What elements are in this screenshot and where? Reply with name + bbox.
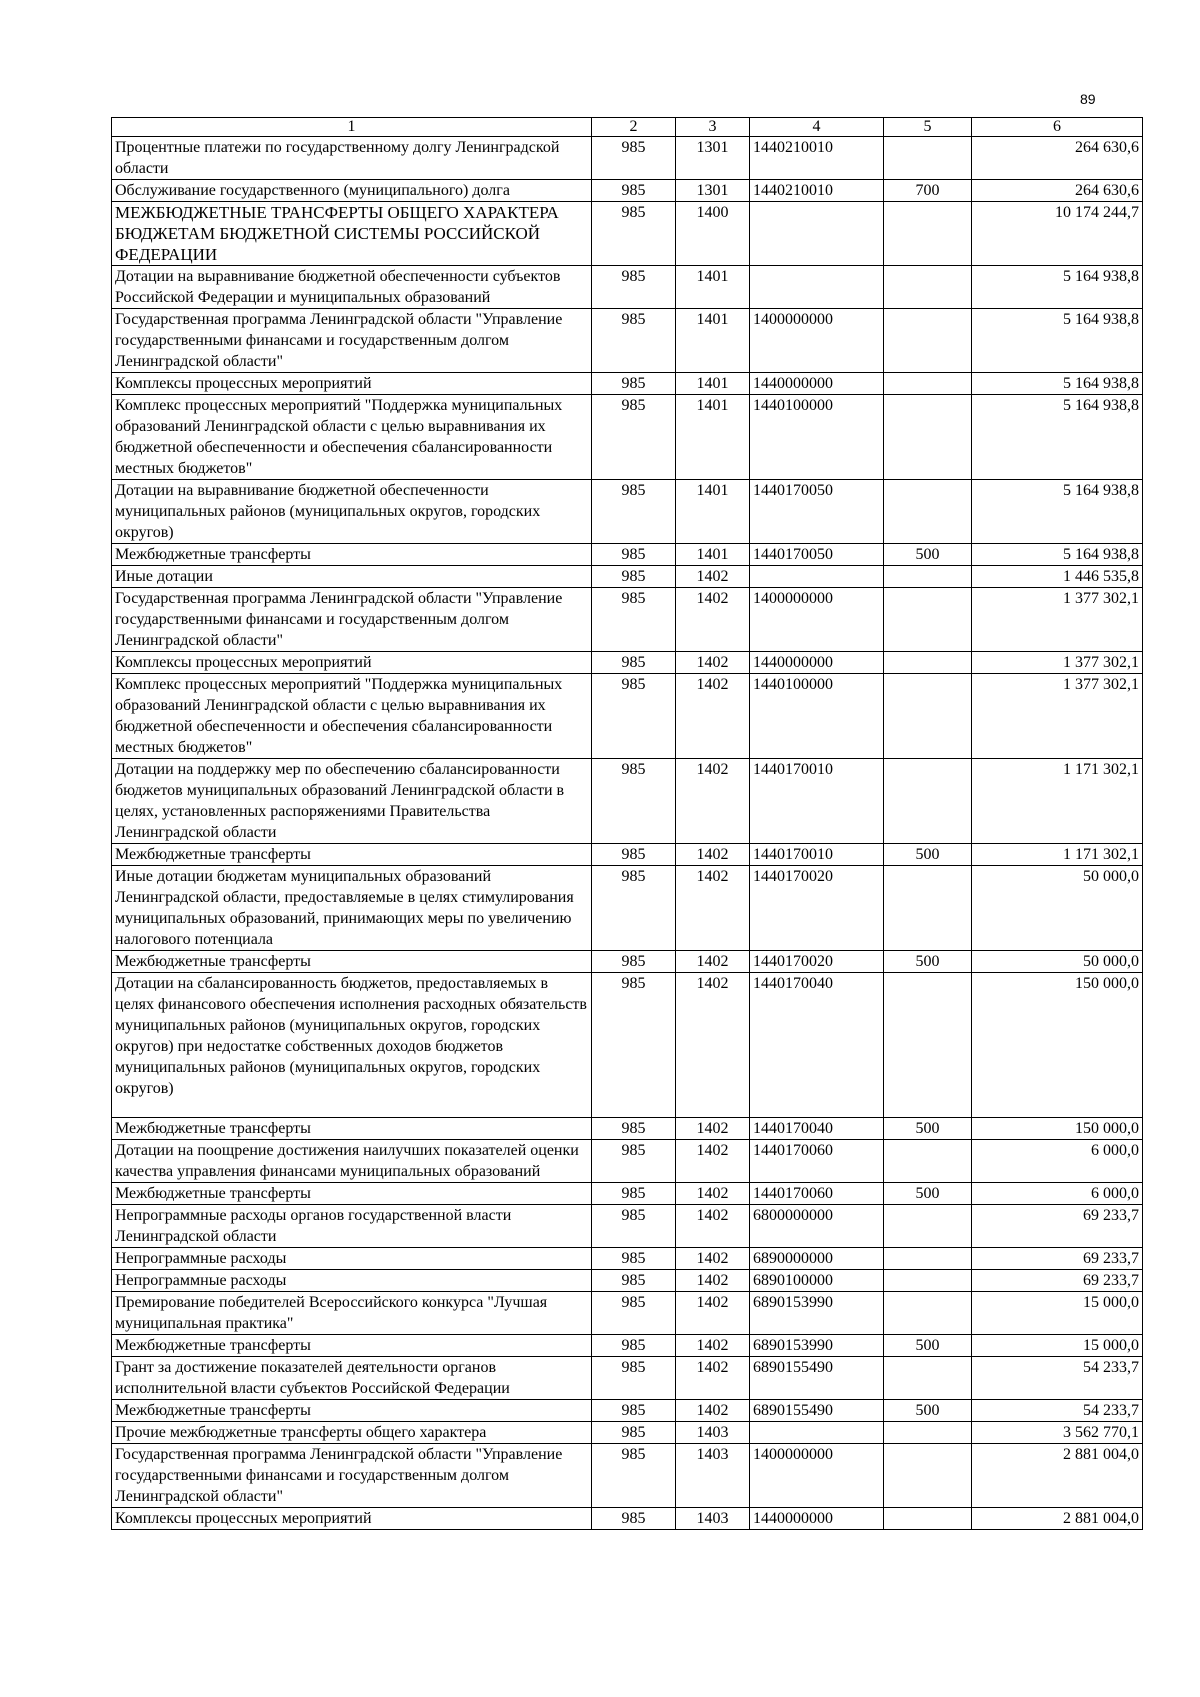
- cell-target-code: 1440210010: [750, 180, 884, 202]
- table-row: [112, 1118, 1143, 1140]
- cell-section-code: 1401: [676, 544, 750, 566]
- cell-admin-code: 985: [592, 309, 676, 373]
- cell-expense-type: [884, 973, 972, 1118]
- cell-admin-code: 985: [592, 395, 676, 480]
- cell-admin-code: 985: [592, 566, 676, 588]
- cell-admin-code: 985: [592, 1444, 676, 1508]
- cell-section-code: 1403: [676, 1508, 750, 1530]
- cell-name: Непрограммные расходы: [112, 1248, 592, 1270]
- cell-name: Дотации на сбалансированность бюджетов, предоставляемых в целях финансового обеспечения исполнения расходных обязательств муниципальных районов (муниципальных округов, городских округов) при недостатке собственных доходов бюджетов муниципальных районов (муниципальных округов, городских округов): [112, 973, 592, 1118]
- cell-name: Обслуживание государственного (муниципального) долга: [112, 180, 592, 202]
- cell-admin-code: 985: [592, 759, 676, 844]
- cell-target-code: 1440210010: [750, 137, 884, 180]
- cell-expense-type: [884, 202, 972, 266]
- table-row: [112, 373, 1143, 395]
- cell-amount: 5 164 938,8: [972, 266, 1143, 309]
- cell-section-code: 1402: [676, 588, 750, 652]
- cell-section-code: 1402: [676, 674, 750, 759]
- cell-amount: 10 174 244,7: [972, 202, 1143, 266]
- cell-expense-type: 500: [884, 1335, 972, 1357]
- cell-name: Государственная программа Ленинградской области "Управление государственными финансами и государственным долгом Ленинградской области": [112, 1444, 592, 1508]
- cell-expense-type: [884, 1444, 972, 1508]
- cell-expense-type: [884, 1357, 972, 1400]
- cell-admin-code: 985: [592, 266, 676, 309]
- cell-section-code: 1402: [676, 844, 750, 866]
- cell-amount: 54 233,7: [972, 1357, 1143, 1400]
- cell-target-code: [750, 202, 884, 266]
- cell-expense-type: [884, 674, 972, 759]
- cell-expense-type: [884, 480, 972, 544]
- cell-target-code: 1440000000: [750, 373, 884, 395]
- cell-section-code: 1402: [676, 1183, 750, 1205]
- cell-expense-type: 500: [884, 951, 972, 973]
- cell-amount: 1 171 302,1: [972, 759, 1143, 844]
- table-row: [112, 137, 1143, 180]
- cell-expense-type: [884, 588, 972, 652]
- cell-amount: 6 000,0: [972, 1140, 1143, 1183]
- cell-amount: 15 000,0: [972, 1292, 1143, 1335]
- cell-expense-type: [884, 309, 972, 373]
- cell-section-code: 1402: [676, 1335, 750, 1357]
- cell-admin-code: 985: [592, 1118, 676, 1140]
- table-row: [112, 1292, 1143, 1335]
- cell-expense-type: [884, 1140, 972, 1183]
- table-row: [112, 1400, 1143, 1422]
- cell-section-code: 1402: [676, 759, 750, 844]
- cell-section-code: 1402: [676, 1357, 750, 1400]
- cell-target-code: 1400000000: [750, 588, 884, 652]
- cell-amount: 264 630,6: [972, 137, 1143, 180]
- cell-name: Дотации на поощрение достижения наилучших показателей оценки качества управления финансами муниципальных образований: [112, 1140, 592, 1183]
- cell-section-code: 1401: [676, 373, 750, 395]
- cell-admin-code: 985: [592, 180, 676, 202]
- cell-amount: 5 164 938,8: [972, 544, 1143, 566]
- cell-amount: 15 000,0: [972, 1335, 1143, 1357]
- table-row: [112, 1357, 1143, 1400]
- cell-admin-code: 985: [592, 544, 676, 566]
- cell-amount: 50 000,0: [972, 951, 1143, 973]
- cell-admin-code: 985: [592, 588, 676, 652]
- cell-amount: 5 164 938,8: [972, 480, 1143, 544]
- cell-section-code: 1402: [676, 1248, 750, 1270]
- cell-name: Иные дотации: [112, 566, 592, 588]
- cell-admin-code: 985: [592, 137, 676, 180]
- cell-name: Комплексы процессных мероприятий: [112, 373, 592, 395]
- cell-amount: 50 000,0: [972, 866, 1143, 951]
- cell-amount: 69 233,7: [972, 1248, 1143, 1270]
- cell-amount: 1 171 302,1: [972, 844, 1143, 866]
- table-row: [112, 652, 1143, 674]
- cell-name: Премирование победителей Всероссийского конкурса "Лучшая муниципальная практика": [112, 1292, 592, 1335]
- cell-section-code: 1402: [676, 951, 750, 973]
- budget-table: [111, 117, 1143, 1530]
- cell-target-code: 1440000000: [750, 652, 884, 674]
- cell-expense-type: 500: [884, 844, 972, 866]
- cell-name: Комплексы процессных мероприятий: [112, 1508, 592, 1530]
- cell-target-code: 1440100000: [750, 395, 884, 480]
- cell-section-code: 1402: [676, 1270, 750, 1292]
- cell-amount: 2 881 004,0: [972, 1508, 1143, 1530]
- cell-expense-type: 500: [884, 1118, 972, 1140]
- cell-name: Дотации на выравнивание бюджетной обеспеченности субъектов Российской Федерации и муниципальных образований: [112, 266, 592, 309]
- cell-name: Межбюджетные трансферты: [112, 1335, 592, 1357]
- col-header-5: 5: [884, 118, 972, 137]
- cell-expense-type: [884, 137, 972, 180]
- cell-name: Государственная программа Ленинградской области "Управление государственными финансами и государственным долгом Ленинградской области": [112, 309, 592, 373]
- cell-target-code: 1440170050: [750, 480, 884, 544]
- cell-target-code: 1440170020: [750, 951, 884, 973]
- cell-target-code: 1440170020: [750, 866, 884, 951]
- cell-expense-type: [884, 1270, 972, 1292]
- cell-amount: 69 233,7: [972, 1205, 1143, 1248]
- cell-amount: 5 164 938,8: [972, 373, 1143, 395]
- table-row: [112, 1270, 1143, 1292]
- cell-admin-code: 985: [592, 1335, 676, 1357]
- cell-amount: 150 000,0: [972, 973, 1143, 1118]
- cell-name: Межбюджетные трансферты: [112, 1400, 592, 1422]
- table-row: [112, 759, 1143, 844]
- cell-name: Процентные платежи по государственному долгу Ленинградской области: [112, 137, 592, 180]
- cell-name: Комплекс процессных мероприятий "Поддержка муниципальных образований Ленинградской области с целью выравнивания их бюджетной обеспеченности и обеспечения сбалансированности местных бюджетов": [112, 395, 592, 480]
- cell-target-code: 6890155490: [750, 1400, 884, 1422]
- table-row: [112, 1205, 1143, 1248]
- cell-target-code: 1400000000: [750, 309, 884, 373]
- cell-target-code: 1440170040: [750, 973, 884, 1118]
- cell-name: Комплексы процессных мероприятий: [112, 652, 592, 674]
- cell-admin-code: 985: [592, 1508, 676, 1530]
- cell-amount: 5 164 938,8: [972, 395, 1143, 480]
- cell-admin-code: 985: [592, 866, 676, 951]
- header-row: [112, 118, 1143, 137]
- cell-section-code: 1401: [676, 395, 750, 480]
- cell-target-code: 6800000000: [750, 1205, 884, 1248]
- cell-amount: 150 000,0: [972, 1118, 1143, 1140]
- cell-name: Межбюджетные трансферты: [112, 1183, 592, 1205]
- cell-target-code: 1440170010: [750, 844, 884, 866]
- page-number: 89: [1080, 91, 1096, 107]
- cell-amount: 3 562 770,1: [972, 1422, 1143, 1444]
- cell-amount: 69 233,7: [972, 1270, 1143, 1292]
- cell-expense-type: 700: [884, 180, 972, 202]
- cell-name: Непрограммные расходы: [112, 1270, 592, 1292]
- table-row: [112, 180, 1143, 202]
- table-row: [112, 973, 1143, 1118]
- cell-expense-type: [884, 395, 972, 480]
- cell-target-code: [750, 566, 884, 588]
- cell-expense-type: [884, 652, 972, 674]
- cell-target-code: 1400000000: [750, 1444, 884, 1508]
- cell-name: Межбюджетные трансферты: [112, 544, 592, 566]
- cell-amount: 5 164 938,8: [972, 309, 1143, 373]
- table-row: [112, 1335, 1143, 1357]
- table-row: [112, 588, 1143, 652]
- cell-name: Дотации на поддержку мер по обеспечению сбалансированности бюджетов муниципальных образований Ленинградской области в целях, установленных распоряжениями Правительства Ленинградской области: [112, 759, 592, 844]
- table-row: [112, 844, 1143, 866]
- cell-admin-code: 985: [592, 1422, 676, 1444]
- cell-name: Иные дотации бюджетам муниципальных образований Ленинградской области, предоставляемые в целях стимулирования муниципальных образований, принимающих меры по увеличению налогового потенциала: [112, 866, 592, 951]
- cell-name: Межбюджетные трансферты: [112, 951, 592, 973]
- cell-section-code: 1400: [676, 202, 750, 266]
- cell-expense-type: 500: [884, 1400, 972, 1422]
- table-row: [112, 266, 1143, 309]
- cell-target-code: 6890100000: [750, 1270, 884, 1292]
- cell-section-code: 1402: [676, 1118, 750, 1140]
- cell-expense-type: [884, 1292, 972, 1335]
- table-row: [112, 674, 1143, 759]
- table-row: [112, 544, 1143, 566]
- cell-amount: 264 630,6: [972, 180, 1143, 202]
- table-row: [112, 1422, 1143, 1444]
- cell-section-code: 1401: [676, 480, 750, 544]
- cell-expense-type: [884, 1508, 972, 1530]
- cell-admin-code: 985: [592, 1140, 676, 1183]
- cell-name: Комплекс процессных мероприятий "Поддержка муниципальных образований Ленинградской области с целью выравнивания их бюджетной обеспеченности и обеспечения сбалансированности местных бюджетов": [112, 674, 592, 759]
- cell-admin-code: 985: [592, 1400, 676, 1422]
- table-row: [112, 395, 1143, 480]
- table-row: [112, 202, 1143, 266]
- cell-admin-code: 985: [592, 1205, 676, 1248]
- cell-admin-code: 985: [592, 1357, 676, 1400]
- table-row: [112, 1248, 1143, 1270]
- cell-amount: 2 881 004,0: [972, 1444, 1143, 1508]
- cell-section-code: 1403: [676, 1444, 750, 1508]
- cell-amount: 1 377 302,1: [972, 652, 1143, 674]
- cell-expense-type: [884, 266, 972, 309]
- cell-name: Межбюджетные трансферты: [112, 1118, 592, 1140]
- cell-expense-type: [884, 373, 972, 395]
- cell-admin-code: 985: [592, 674, 676, 759]
- cell-amount: 6 000,0: [972, 1183, 1143, 1205]
- cell-section-code: 1402: [676, 1205, 750, 1248]
- table-body: [112, 137, 1143, 1530]
- cell-target-code: [750, 1422, 884, 1444]
- cell-section-code: 1402: [676, 973, 750, 1118]
- cell-section-code: 1401: [676, 309, 750, 373]
- cell-target-code: 1440170050: [750, 544, 884, 566]
- cell-target-code: 1440170060: [750, 1140, 884, 1183]
- col-header-1: 1: [112, 118, 592, 137]
- cell-amount: 1 377 302,1: [972, 588, 1143, 652]
- cell-section-code: 1301: [676, 137, 750, 180]
- cell-section-code: 1402: [676, 1140, 750, 1183]
- cell-section-code: 1402: [676, 1400, 750, 1422]
- col-header-3: 3: [676, 118, 750, 137]
- cell-admin-code: 985: [592, 202, 676, 266]
- cell-admin-code: 985: [592, 373, 676, 395]
- table-row: [112, 1444, 1143, 1508]
- cell-section-code: 1403: [676, 1422, 750, 1444]
- cell-amount: 54 233,7: [972, 1400, 1143, 1422]
- cell-target-code: 6890153990: [750, 1292, 884, 1335]
- cell-admin-code: 985: [592, 1292, 676, 1335]
- table-row: [112, 480, 1143, 544]
- cell-expense-type: [884, 759, 972, 844]
- cell-target-code: 1440170040: [750, 1118, 884, 1140]
- table-row: [112, 566, 1143, 588]
- cell-section-code: 1402: [676, 652, 750, 674]
- col-header-6: 6: [972, 118, 1143, 137]
- cell-admin-code: 985: [592, 480, 676, 544]
- cell-target-code: 1440000000: [750, 1508, 884, 1530]
- cell-admin-code: 985: [592, 1248, 676, 1270]
- cell-section-code: 1401: [676, 266, 750, 309]
- cell-expense-type: 500: [884, 1183, 972, 1205]
- cell-target-code: 6890000000: [750, 1248, 884, 1270]
- cell-admin-code: 985: [592, 973, 676, 1118]
- cell-admin-code: 985: [592, 844, 676, 866]
- table-row: [112, 1508, 1143, 1530]
- cell-name: Государственная программа Ленинградской области "Управление государственными финансами и государственным долгом Ленинградской области": [112, 588, 592, 652]
- table-row: [112, 309, 1143, 373]
- cell-admin-code: 985: [592, 951, 676, 973]
- cell-name: Грант за достижение показателей деятельности органов исполнительной власти субъектов Российской Федерации: [112, 1357, 592, 1400]
- cell-admin-code: 985: [592, 1270, 676, 1292]
- cell-expense-type: [884, 1248, 972, 1270]
- cell-section-code: 1301: [676, 180, 750, 202]
- cell-expense-type: [884, 1205, 972, 1248]
- table-row: [112, 1140, 1143, 1183]
- cell-section-code: 1402: [676, 1292, 750, 1335]
- cell-amount: 1 377 302,1: [972, 674, 1143, 759]
- col-header-2: 2: [592, 118, 676, 137]
- cell-name: Межбюджетные трансферты: [112, 844, 592, 866]
- cell-target-code: [750, 266, 884, 309]
- cell-section-code: 1402: [676, 866, 750, 951]
- cell-name: МЕЖБЮДЖЕТНЫЕ ТРАНСФЕРТЫ ОБЩЕГО ХАРАКТЕРА БЮДЖЕТАМ БЮДЖЕТНОЙ СИСТЕМЫ РОССИЙСКОЙ ФЕДЕРАЦИИ: [112, 202, 592, 266]
- cell-section-code: 1402: [676, 566, 750, 588]
- cell-name: Прочие межбюджетные трансферты общего характера: [112, 1422, 592, 1444]
- cell-target-code: 6890153990: [750, 1335, 884, 1357]
- cell-name: Непрограммные расходы органов государственной власти Ленинградской области: [112, 1205, 592, 1248]
- cell-expense-type: [884, 1422, 972, 1444]
- cell-amount: 1 446 535,8: [972, 566, 1143, 588]
- table-row: [112, 1183, 1143, 1205]
- cell-name: Дотации на выравнивание бюджетной обеспеченности муниципальных районов (муниципальных округов, городских округов): [112, 480, 592, 544]
- cell-target-code: 1440170060: [750, 1183, 884, 1205]
- cell-expense-type: [884, 566, 972, 588]
- cell-expense-type: 500: [884, 544, 972, 566]
- cell-target-code: 1440170010: [750, 759, 884, 844]
- table-row: [112, 866, 1143, 951]
- cell-target-code: 1440100000: [750, 674, 884, 759]
- cell-admin-code: 985: [592, 652, 676, 674]
- col-header-4: 4: [750, 118, 884, 137]
- cell-expense-type: [884, 866, 972, 951]
- cell-target-code: 6890155490: [750, 1357, 884, 1400]
- cell-admin-code: 985: [592, 1183, 676, 1205]
- table-row: [112, 951, 1143, 973]
